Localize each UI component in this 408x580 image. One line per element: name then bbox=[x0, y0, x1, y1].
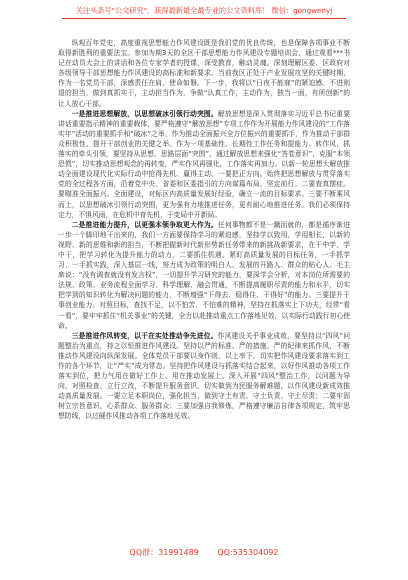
paragraph-intro-text: 纵观百年党史，高度重视思想能力作风建设既是我们党的优良传统，也是保障各项事业不断取得新胜利的重要法宝。参加为期3天的全区干部思想能力作风建设专题培训会，通过观看***书记在动员大会上的讲话和各位专家学者的授课，深受教育，触动灵魂。深刻理解区委、区政府对各级领导干部思想能力作风建设的高标准和新要求。当前我区正处于产业发展攻坚的关键时期，作为一名党员干部，深感责任在肩、使命如磐。下一步，我将以“日夜不能寐”的紧迫感、不进则退的担当，做到真抓实干，主动担当作为，争做“认真工作，主动作为，独当一面，有所创新”的让人放心干部。 bbox=[58, 39, 350, 108]
section-2-heading: 二是推进能力提升，以更强本领争取更大作为。 bbox=[71, 220, 218, 229]
document-body bbox=[58, 38, 350, 548]
paragraph-section-2 bbox=[58, 220, 350, 331]
section-1-text: 解放思想是深入贯彻落实习近平总书记重要讲话重要指示精神的重要载体，要严格遵守“解放思想”专项工作作为开展能力作风建设的“工作落实年”活动的重要抓手和“破冰”之举，作为推动全面振兴全方位振兴的重要抓手，作为推动干部群众积极性、提升干部创业的关键之举。作为一项基础性、长期性工作任务和提能力、转作风，抓落实的牵头引领，要坚持从思想、思路层面“突围”，通过解放思想来强化“答卷意识”，克服“本领恐慌”，切实推动思想观念的再转变，严实作风再强化，工作落实再加力。以新一轮思想大解放推动全面建设现代化实际行动中抢得先机、赢得主动。一要把正方向。始终把思想解放与贯穿落实党的全过程各方面，沿着党中央、省委和区委指引的方向谋篇布局、坚定前行。二要查真摆症。要瞄准全面振兴、全面建设，对标区内高质量发展好经验，确立一流的目标要求。三要不断乘风而上，以思想破冰引领行动突围，更为强有力地推进任务，更有耐心地推进任务。我们必须保持定力，不惧风雨，在危机中育先机，于变局中开新局。 bbox=[58, 109, 350, 219]
header-divider bbox=[62, 18, 346, 19]
section-2-text: 任何事物都不是一蹴而就的，都是循序渐进一步一个脚印地干出来的，我们一方面要保持学习的紧迫感，坚持学以致用，学用相长，以新的视野、新的思维和新的担当，不断把握新时代新形势新任务带来的新挑战新要求，在干中学、学中干，把学习转化为提升能力的动力。二要抓住机遇。紧盯高质量发展的目标任务，一手抓学习，一手抓实践，深入基层一线，努力成为政策的明白人、发展的开路人、群众的贴心人。毛主席说：“没有调查就没有发言权”，一切提升学习研究的能力，要深学会分析，对本岗位所需要的法规、政策、业务流程全面学习、科学理解、融会贯通，不断提高履职尽责的能力和水平，切实把学到的知识转化为解决问题的能力，不断增强“下得去、稳得住、干得好”的能力。三要提升干事创业能力。对照目标，查找不足，以不怕苦、不怕难的精神，坚持在抓落实上下功夫，经常“看一看”，要牢牢抓住“机关事业”的关键，全力以赴推动重点工作落地见效，以实际行动践行初心使命。 bbox=[58, 220, 350, 330]
paragraph-intro bbox=[58, 38, 350, 109]
page-footer bbox=[0, 547, 408, 561]
section-3-heading: 三是推进作风转变，以干在实处推动争先进位。 bbox=[71, 331, 218, 340]
paragraph-section-3 bbox=[58, 331, 350, 422]
header-promo-text: 关注头条号"公文研究"，获得最新最全最专业的公文资料库！ 微信：gongwenyj bbox=[75, 6, 333, 15]
footer-qq: QQ:535304092 bbox=[217, 548, 279, 557]
section-3-text: 作风建设关乎事业成败，要坚持以“四风”问题整治为重点，持之以恒推进作风建设。坚持以严的标准、严的措施、严的纪律来抓作风，不断推动作风建设向纵深发展。全体党员干部要以身作则、以上率下，切实把作风建设要求落实到工作的各个环节，让“严实”成为常态。坚持把作风建设与抓落实结合起来，以好作风推动各项工作落实到位，把力气用在做好工作上、用在推动发展上。深入开展“四风”整治工作，以问题为导向，对照检查、立行立改，不断提升服务意识，切实做到为民服务解难题，以作风建设新成效推动高质量发展。一要立足本职岗位，强化担当，做到守土有责、守土负责、守土尽责；二要牢固树立宗旨意识，心系群众、服务群众；三要加强自我修炼，严格遵守廉洁自律各项规定，筑牢思想防线，以过硬作风推动各项工作落地见效。 bbox=[58, 331, 350, 421]
page-header bbox=[0, 0, 408, 30]
footer-qq-group: QQ群：31991489 bbox=[129, 548, 199, 557]
paragraph-section-1 bbox=[58, 109, 350, 220]
section-1-heading: 一是推进思想解放，以思想破冰引领行动突围。 bbox=[71, 109, 218, 118]
